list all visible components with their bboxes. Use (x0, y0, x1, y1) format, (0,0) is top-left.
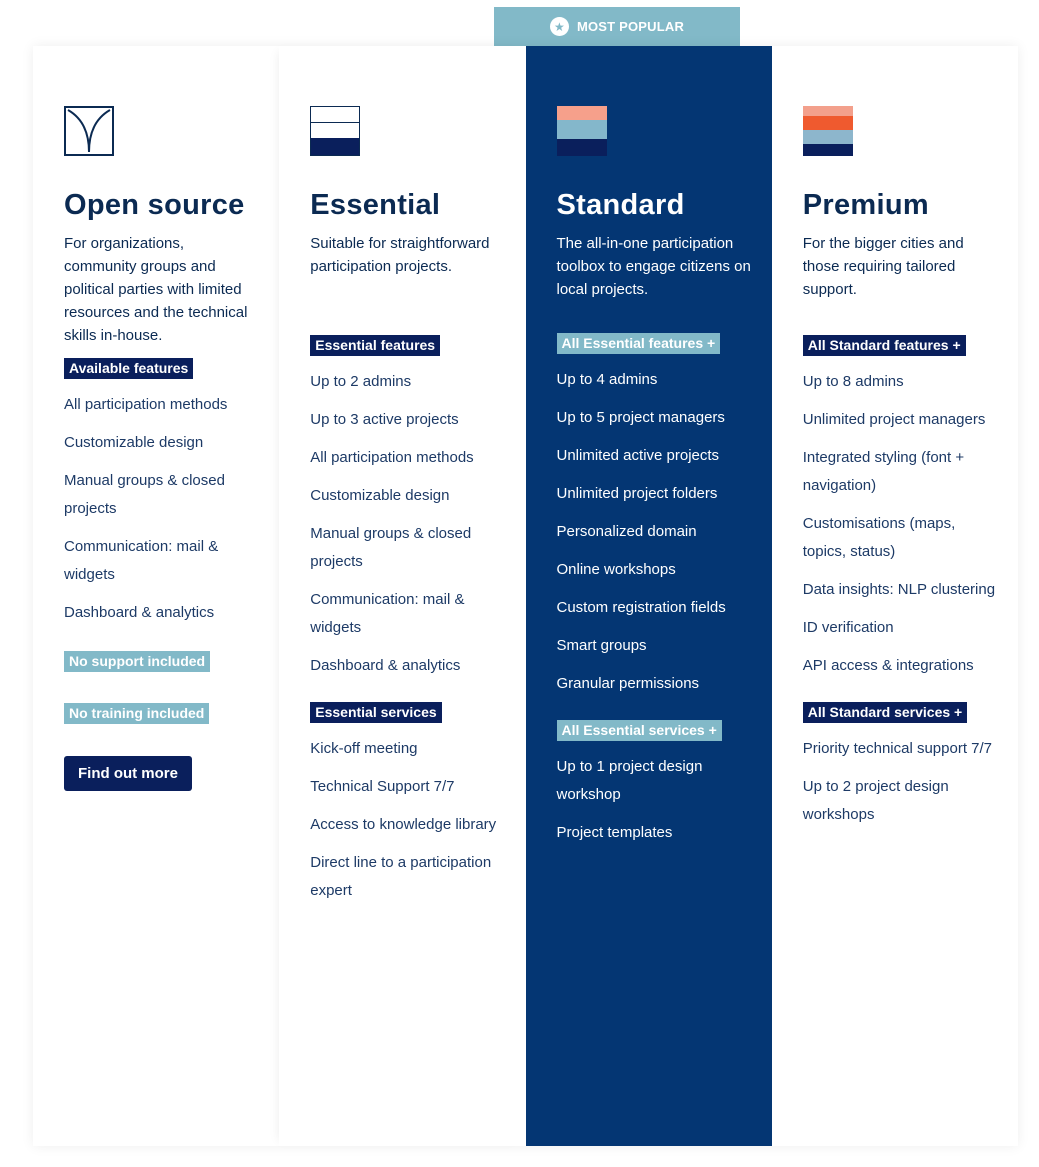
list-item: Unlimited project managers (802, 411, 986, 428)
list-item: Communication: mail & widgets (64, 538, 219, 583)
open-source-logo-icon (64, 106, 114, 156)
plan-premium (772, 46, 1018, 1146)
list-item: Direct line to a participation expert (310, 854, 492, 899)
list-item: Integrated styling (font + navigation) (802, 449, 965, 494)
feature-list (310, 368, 505, 680)
list-item: Kick-off meeting (310, 740, 418, 757)
list-item: Granular permissions (556, 675, 700, 692)
features-tag: Available features (64, 358, 193, 379)
feature-list (803, 368, 998, 680)
list-item: Customisations (maps, topics, status) (802, 515, 956, 560)
list-item: Unlimited active projects (556, 447, 720, 464)
list-item: Custom registration fields (556, 599, 726, 616)
feature-list (64, 391, 259, 627)
list-item: Smart groups (556, 637, 647, 654)
plan-standard (526, 46, 772, 1146)
list-item: All participation methods (310, 449, 474, 466)
list-item: ID verification (802, 619, 894, 636)
most-popular-label: MOST POPULAR (576, 19, 685, 34)
premium-logo-icon (803, 106, 853, 156)
service-list (310, 735, 505, 905)
most-popular-badge (494, 7, 740, 46)
list-item: Personalized domain (556, 523, 697, 540)
standard-logo-icon (557, 106, 607, 156)
list-item: Dashboard & analytics (64, 604, 215, 621)
service-list (803, 735, 998, 829)
plan-title: Essential (310, 189, 441, 221)
service-list (557, 753, 752, 847)
essential-logo-icon (310, 106, 360, 156)
plan-title: Open source (64, 189, 245, 221)
list-item: Up to 3 active projects (310, 411, 459, 428)
features-tag: All Standard features + (803, 335, 966, 356)
features-tag: All Essential features + (557, 333, 721, 354)
plan-description: For the bigger cities and those requiring tailored support. (802, 235, 964, 298)
list-item: Manual groups & closed projects (64, 472, 225, 517)
plan-description: Suitable for straightforward participation projects. (310, 235, 490, 275)
list-item: Customizable design (310, 487, 450, 504)
services-tag: Essential services (310, 702, 441, 723)
no-training-tag: No training included (64, 703, 209, 724)
find-out-more-button[interactable]: Find out more (64, 756, 192, 791)
features-tag: Essential features (310, 335, 440, 356)
list-item: Up to 2 admins (310, 373, 412, 390)
list-item: Up to 5 project managers (556, 409, 725, 426)
list-item: API access & integrations (802, 657, 974, 674)
list-item: Project templates (556, 824, 673, 841)
list-item: Up to 2 project design workshops (802, 778, 949, 823)
services-tag: All Standard services + (803, 702, 967, 723)
pricing-table (33, 46, 1018, 1146)
feature-list (557, 366, 752, 698)
list-item: Access to knowledge library (310, 816, 497, 833)
list-item: Customizable design (64, 434, 204, 451)
list-item: All participation methods (64, 396, 228, 413)
list-item: Communication: mail & widgets (310, 591, 465, 636)
list-item: Data insights: NLP clustering (802, 581, 996, 598)
list-item: Up to 4 admins (556, 371, 658, 388)
plan-essential (279, 46, 525, 1146)
list-item: Online workshops (556, 561, 676, 578)
plan-title: Standard (556, 189, 685, 221)
list-item: Manual groups & closed projects (310, 525, 472, 570)
plan-description: The all-in-one participation toolbox to engage citizens on local projects. (556, 235, 751, 298)
list-item: Up to 1 project design workshop (556, 758, 703, 803)
list-item: Priority technical support 7/7 (802, 740, 993, 757)
plan-open-source (33, 46, 279, 1146)
plan-description: For organizations, community groups and political parties with limited resources and the technical skills in-house. (64, 235, 248, 344)
no-support-tag: No support included (64, 651, 210, 672)
list-item: Dashboard & analytics (310, 657, 461, 674)
plan-title: Premium (802, 189, 929, 221)
list-item: Up to 8 admins (802, 373, 904, 390)
list-item: Unlimited project folders (556, 485, 718, 502)
list-item: Technical Support 7/7 (310, 778, 455, 795)
services-tag: All Essential services + (557, 720, 722, 741)
star-icon: ★ (550, 17, 569, 36)
